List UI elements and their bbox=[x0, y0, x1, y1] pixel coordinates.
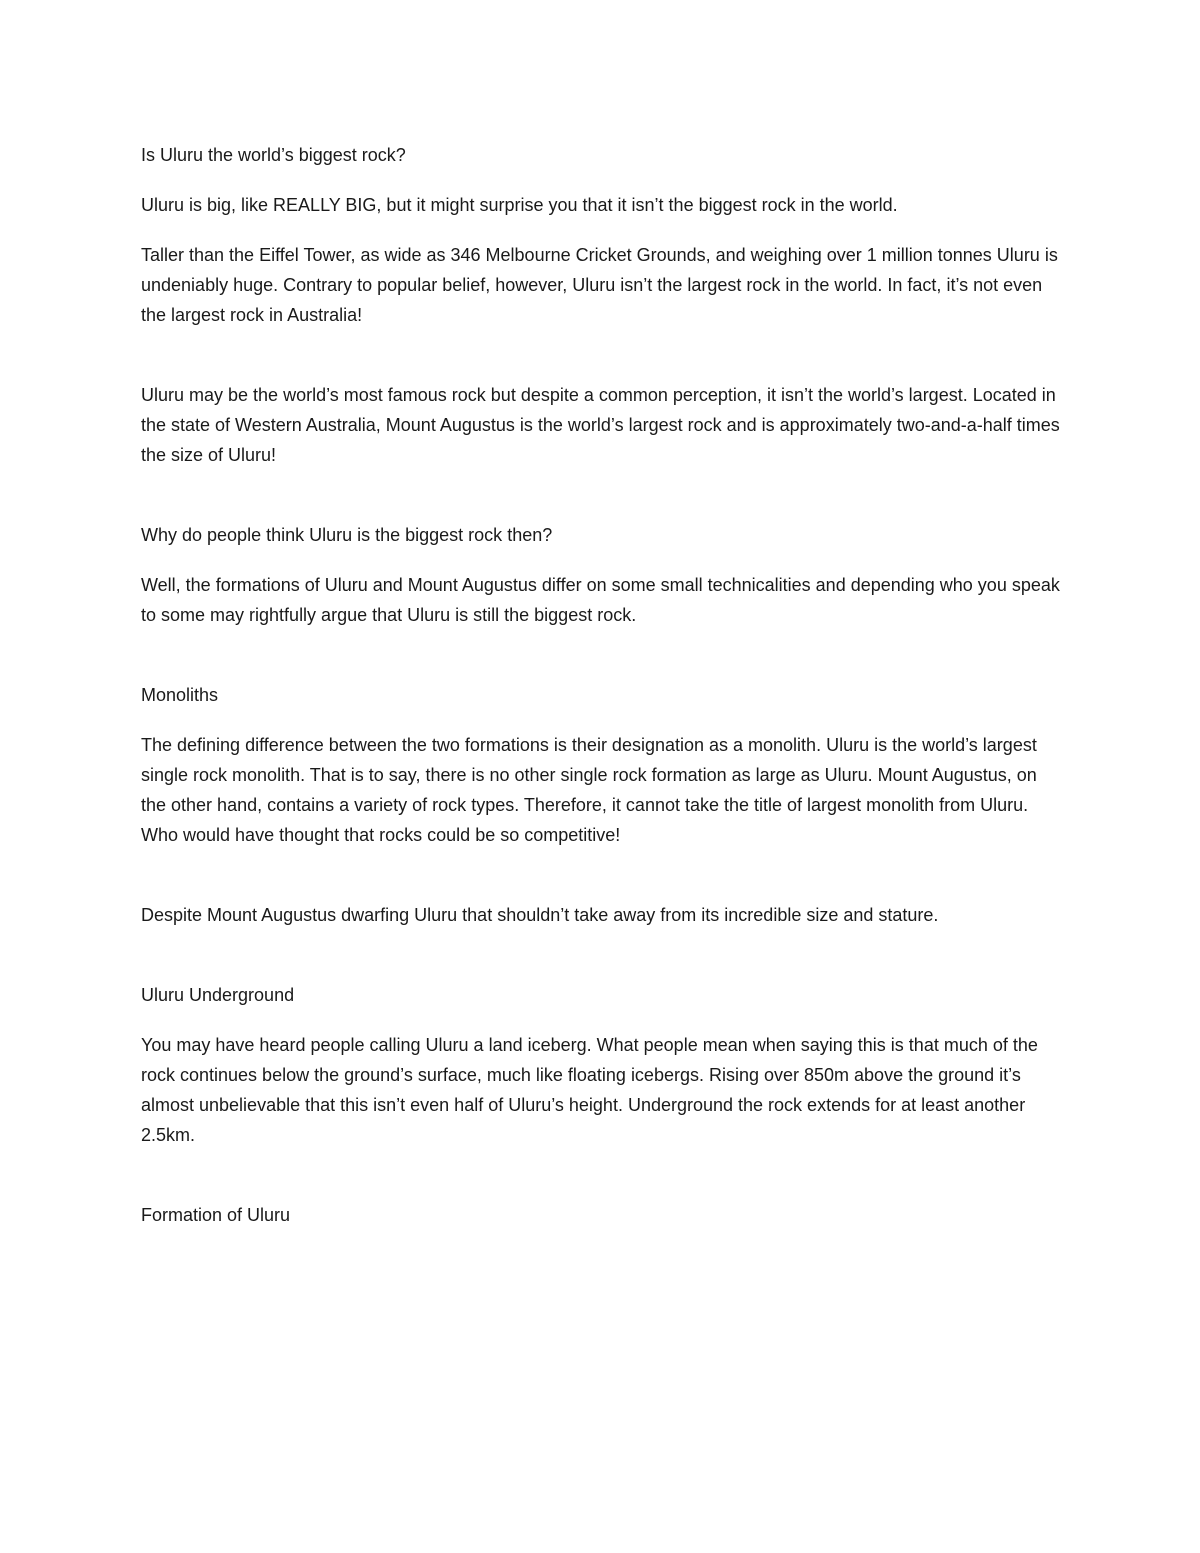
section-heading-monoliths: Monoliths bbox=[141, 685, 219, 705]
paragraph-underground: You may have heard people calling Uluru a land iceberg. What people mean when saying this is that much of the rock continues below the ground’s surface, much like floating icebergs. Rising over 850m above the ground it’s almost unbelievable that this isn’t even half of Uluru’s height. Underground the rock extends for at least another 2.5km. bbox=[141, 1035, 1038, 1145]
paragraph-mount-augustus: Uluru may be the world’s most famous rock but despite a common perception, it isn’t the world’s largest. Located in the state of Western Australia, Mount Augustus is the world’s largest rock and is approximately two-and-a-half times the size of Uluru! bbox=[141, 385, 1060, 465]
paragraph-dwarfing: Despite Mount Augustus dwarfing Uluru that shouldn’t take away from its incredible size and stature. bbox=[141, 905, 939, 925]
paragraph-technicalities: Well, the formations of Uluru and Mount Augustus differ on some small technicalities and depending who you speak to some may rightfully argue that Uluru is still the biggest rock. bbox=[141, 575, 1060, 625]
document-body bbox=[141, 140, 1061, 1250]
document-title: Is Uluru the world’s biggest rock? bbox=[141, 145, 406, 165]
section-heading-formation: Formation of Uluru bbox=[141, 1205, 291, 1225]
section-heading-underground: Uluru Underground bbox=[141, 985, 295, 1005]
section-heading-why: Why do people think Uluru is the biggest rock then? bbox=[141, 525, 553, 545]
paragraph-monoliths: The defining difference between the two formations is their designation as a monolith. Uluru is the world’s largest single rock monolith. That is to say, there is no other single rock formation as large as Uluru. Mount Augustus, on the other hand, contains a variety of rock types. Therefore, it cannot take the title of largest monolith from Uluru. Who would have thought that rocks could be so competitive! bbox=[141, 735, 1037, 845]
paragraph-size: Taller than the Eiffel Tower, as wide as 346 Melbourne Cricket Grounds, and weighing over 1 million tonnes Uluru is undeniably huge. Contrary to popular belief, however, Uluru isn’t the largest rock in the world. In fact, it’s not even the largest rock in Australia! bbox=[141, 245, 1058, 325]
paragraph-intro: Uluru is big, like REALLY BIG, but it might surprise you that it isn’t the biggest rock in the world. bbox=[141, 195, 898, 215]
